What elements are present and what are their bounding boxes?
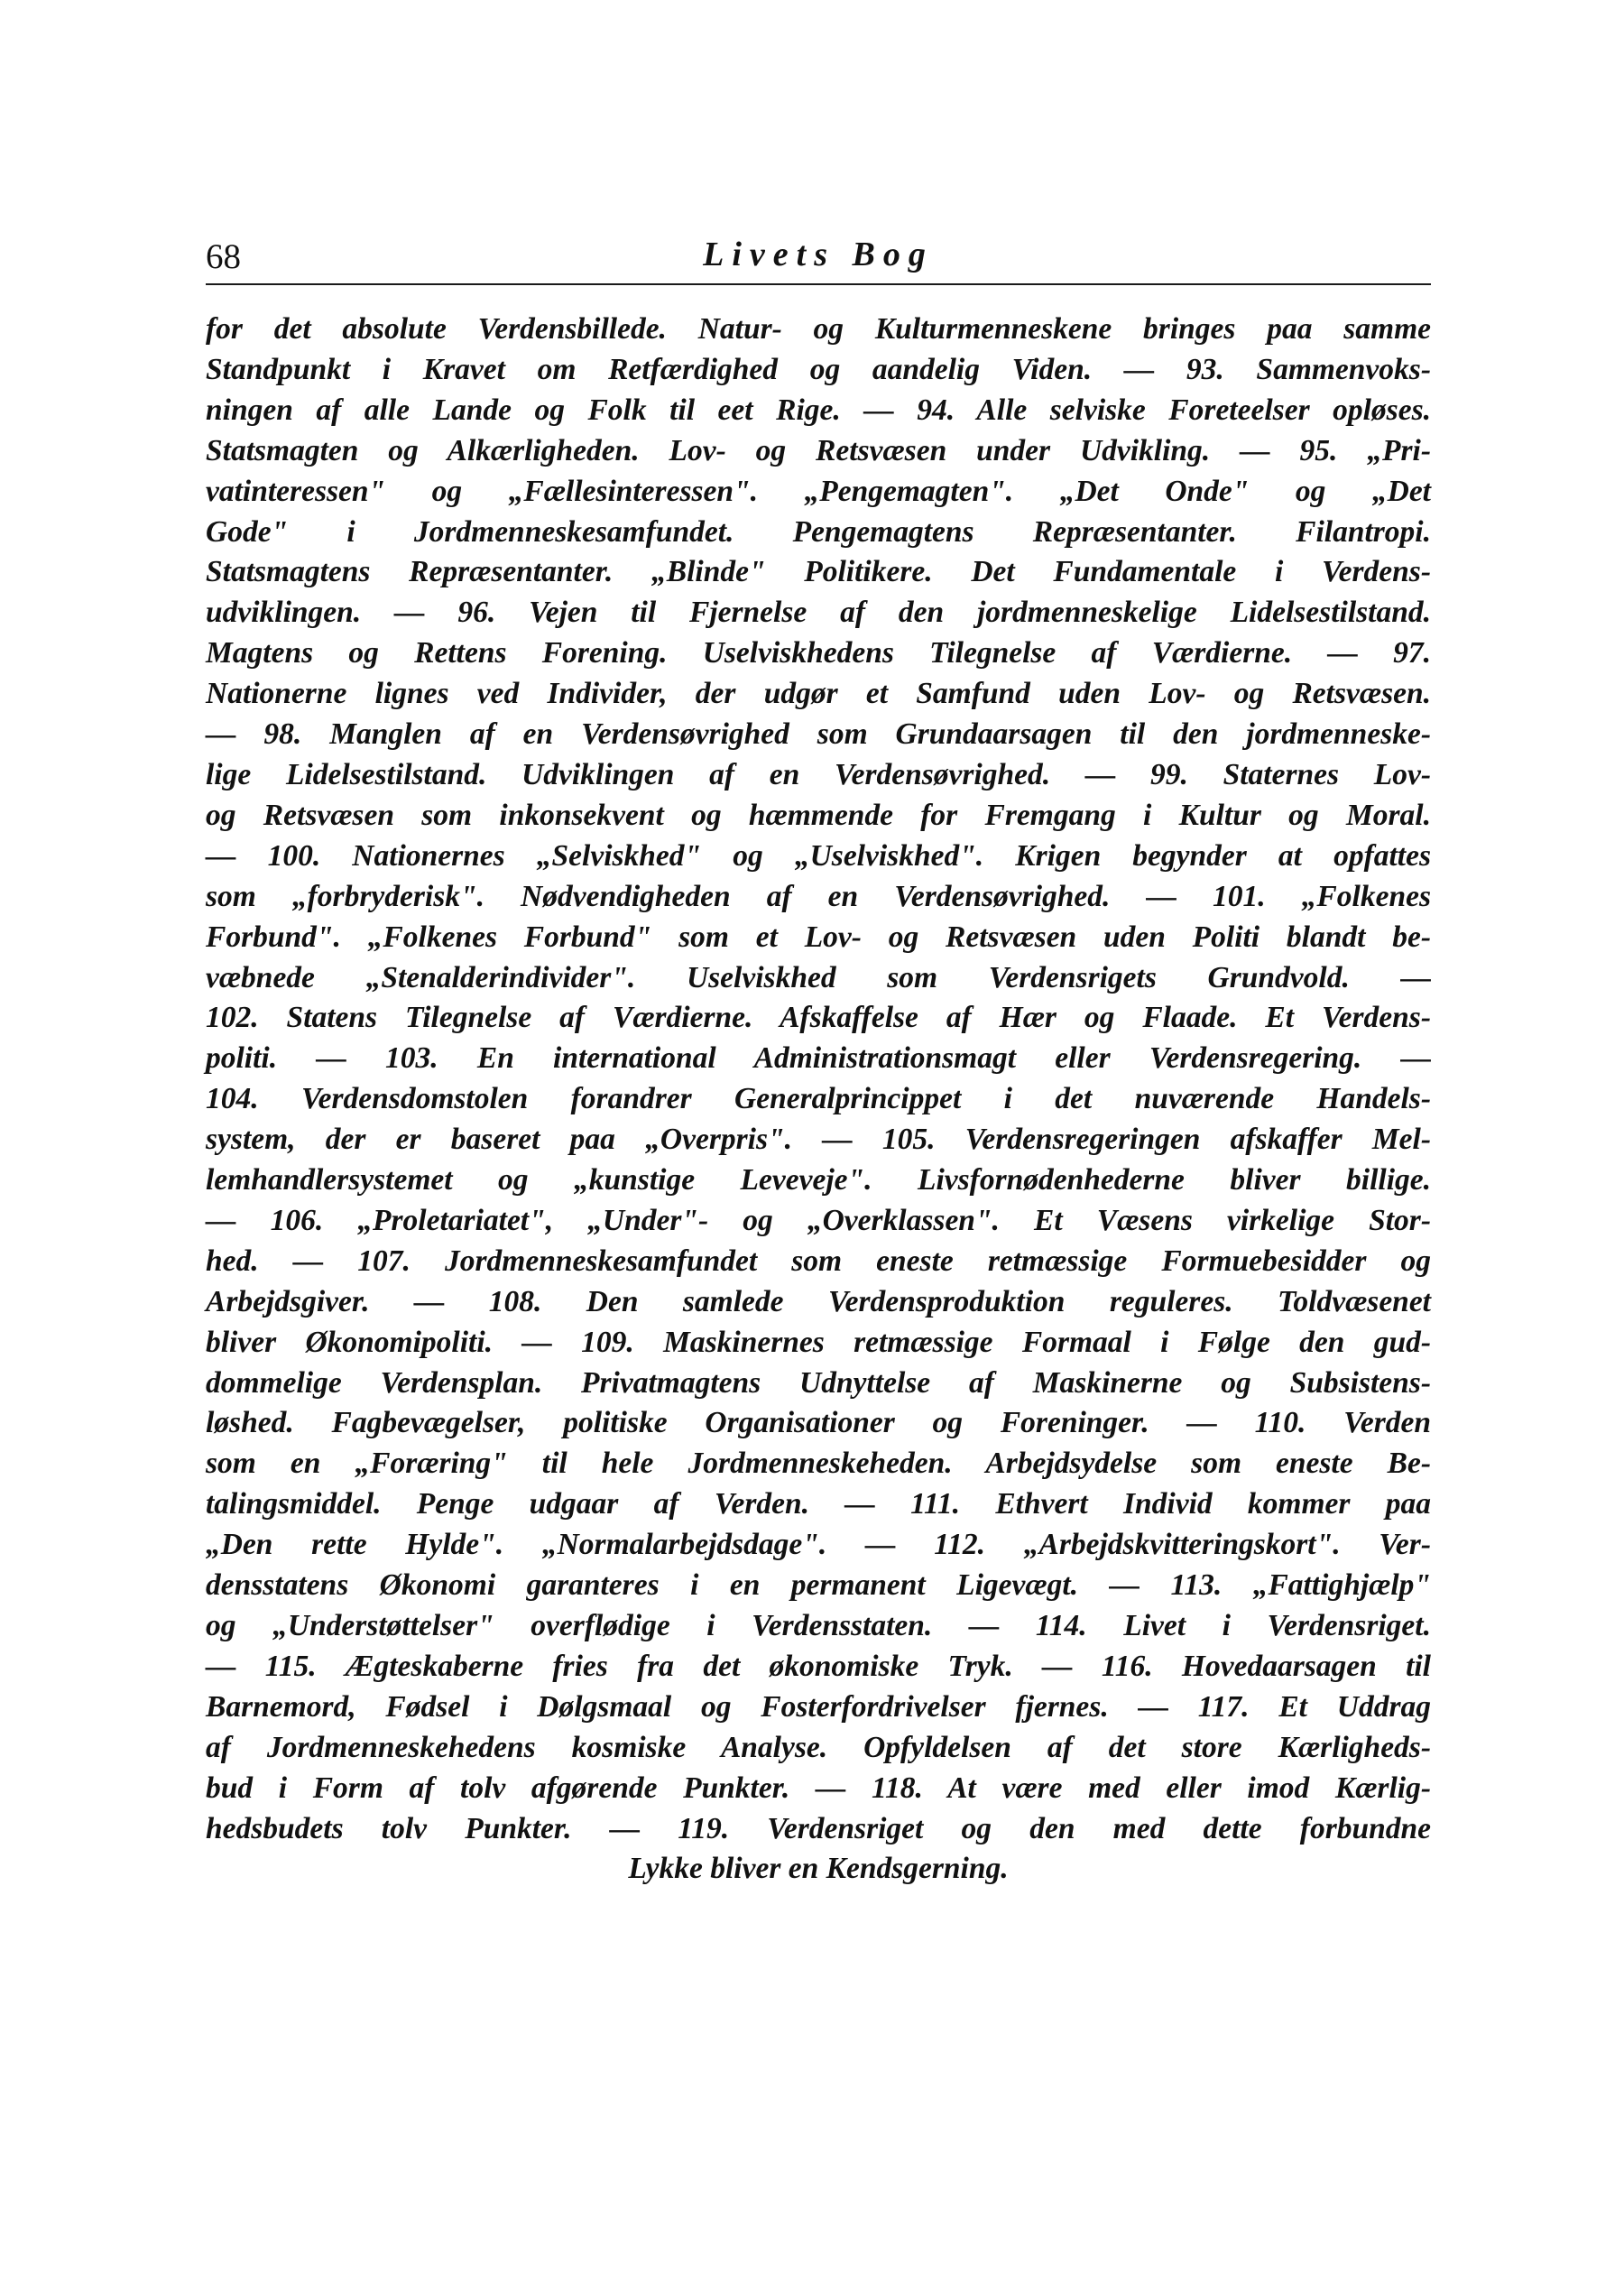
contents-paragraph xyxy=(206,310,1431,1890)
text-line: væbnede „Stenalderindivider". Uselviskhed som Verdensrigets Grundvold. — xyxy=(206,960,1431,994)
text-line: Statsmagtens Repræsentanter. „Blinde" Politikere. Det Fundamentale i Verdens- xyxy=(206,555,1431,589)
text-line: bliver Økonomipoliti. — 109. Maskinernes retmæssige Formaal i Følge den gud- xyxy=(206,1325,1431,1359)
text-line: hedsbudets tolv Punkter. — 119. Verdensriget og den med dette forbundne xyxy=(206,1811,1431,1845)
text-line: 102. Statens Tilegnelse af Værdierne. Afskaffelse af Hær og Flaade. Et Verdens- xyxy=(206,1001,1431,1035)
text-line: for det absolute Verdensbillede. Natur- og Kulturmenneskene bringes paa samme xyxy=(206,312,1431,346)
text-line: — 106. „Proletariatet", „Under"- og „Overklassen". Et Væsens virkelige Stor- xyxy=(206,1203,1431,1237)
page-header xyxy=(206,233,1431,285)
page-number: 68 xyxy=(206,237,241,276)
text-line: Barnemord, Fødsel i Dølgsmaal og Fosterfordrivelser fjernes. — 117. Et Uddrag xyxy=(206,1689,1431,1724)
text-line: Forbund". „Folkenes Forbund" som et Lov- og Retsvæsen uden Politi blandt be- xyxy=(206,920,1431,954)
text-line: „Den rette Hylde". „Normalarbejdsdage". — 112. „Arbejdskvitteringskort". Ver- xyxy=(206,1528,1431,1562)
text-line: af Jordmenneskehedens kosmiske Analyse. Opfyldelsen af det store Kærligheds- xyxy=(206,1730,1431,1764)
text-line: udviklingen. — 96. Vejen til Fjernelse af den jordmenneskelige Lidelsestilstand. xyxy=(206,596,1431,630)
text-line: Arbejdsgiver. — 108. Den samlede Verdensproduktion reguleres. Toldvæsenet xyxy=(206,1284,1431,1318)
text-line: lige Lidelsestilstand. Udviklingen af en Verdensøvrighed. — 99. Staternes Lov- xyxy=(206,757,1431,791)
text-line: politi. — 103. En international Administrationsmagt eller Verdensregering. — xyxy=(206,1041,1431,1076)
text-line: som „forbryderisk". Nødvendigheden af en Verdensøvrighed. — 101. „Folkenes xyxy=(206,879,1431,913)
text-line: densstatens Økonomi garanteres i en permanent Ligevægt. — 113. „Fattighjælp" xyxy=(206,1568,1431,1603)
text-line: vatinteressen" og „Fællesinteressen". „Pengemagten". „Det Onde" og „Det xyxy=(206,474,1431,508)
text-line: system, der er baseret paa „Overpris". — 105. Verdensregeringen afskaffer Mel- xyxy=(206,1123,1431,1157)
text-line: — 115. Ægteskaberne fries fra det økonomiske Tryk. — 116. Hovedaarsagen til xyxy=(206,1649,1431,1683)
text-line: hed. — 107. Jordmenneskesamfundet som eneste retmæssige Formuebesidder og xyxy=(206,1244,1431,1278)
text-line: Nationerne lignes ved Individer, der udgør et Samfund uden Lov- og Retsvæsen. xyxy=(206,677,1431,711)
text-line: som en „Foræring" til hele Jordmenneskeheden. Arbejdsydelse som eneste Be- xyxy=(206,1447,1431,1481)
text-line: talingsmiddel. Penge udgaar af Verden. — 111. Ethvert Individ kommer paa xyxy=(206,1487,1431,1521)
text-line: og Retsvæsen som inkonsekvent og hæmmende for Fremgang i Kultur og Moral. xyxy=(206,798,1431,832)
text-line: bud i Form af tolv afgørende Punkter. — 118. At være med eller imod Kærlig- xyxy=(206,1771,1431,1805)
text-line: dommelige Verdensplan. Privatmagtens Udnyttelse af Maskinerne og Subsistens- xyxy=(206,1365,1431,1400)
text-line: lemhandlersystemet og „kunstige Leveveje". Livsfornødenhederne bliver billige. xyxy=(206,1163,1431,1197)
text-line: Gode" i Jordmenneskesamfundet. Pengemagtens Repræsentanter. Filantropi. xyxy=(206,514,1431,549)
text-line: og „Understøttelser" overflødige i Verdensstaten. — 114. Livet i Verdensriget. xyxy=(206,1609,1431,1642)
running-title: Livets Bog xyxy=(703,236,934,273)
text-line: — 98. Manglen af en Verdensøvrighed som Grundaarsagen til den jordmenneske- xyxy=(206,717,1431,752)
text-line: Standpunkt i Kravet om Retfærdighed og aandelig Viden. — 93. Sammenvoks- xyxy=(206,352,1431,386)
text-line: ningen af alle Lande og Folk til eet Rige. — 94. Alle selviske Foreteelser opløses. xyxy=(206,393,1431,427)
text-line: Magtens og Rettens Forening. Uselviskhedens Tilegnelse af Værdierne. — 97. xyxy=(206,636,1431,670)
text-line: løshed. Fagbevægelser, politiske Organisationer og Foreninger. — 110. Verden xyxy=(206,1406,1431,1440)
text-line: 104. Verdensdomstolen forandrer Generalprincippet i det nuværende Handels- xyxy=(206,1082,1431,1116)
text-line: — 100. Nationernes „Selviskhed" og „Uselviskhed". Krigen begynder at opfattes xyxy=(206,838,1431,873)
text-line: Statsmagten og Alkærligheden. Lov- og Retsvæsen under Udvikling. — 95. „Pri- xyxy=(206,433,1431,467)
text-line: Lykke bliver en Kendsgerning. xyxy=(628,1852,1009,1886)
